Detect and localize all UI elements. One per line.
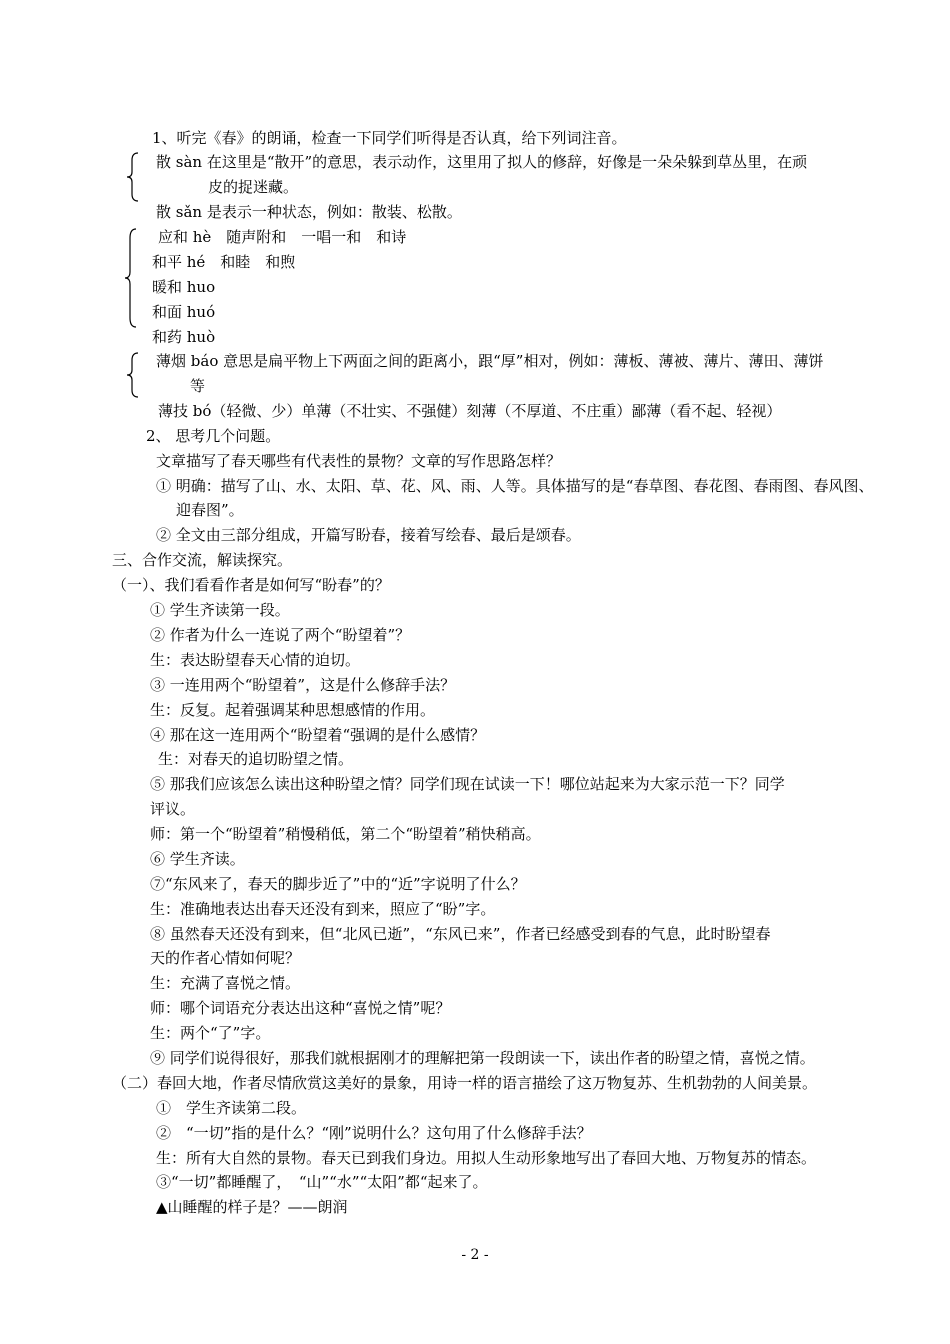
text-line: 散 sǎn 是表示一种状态，例如：散装、松散。 bbox=[156, 203, 462, 221]
text-line: 师：哪个词语充分表达出这种“喜悦之情”呢？ bbox=[150, 999, 451, 1017]
text-line: 1、听完《春》的朗诵，检查一下同学们听得是否认真，给下列词注音。 bbox=[152, 129, 627, 147]
text-line: 散 sàn 在这里是“散开”的意思，表示动作，这里用了拟人的修辞，好像是一朵朵躲到草丛里，在顽 bbox=[156, 153, 808, 171]
text-line: ① 学生齐读第二段。 bbox=[156, 1099, 307, 1117]
text-line: 生：准确地表达出春天还没有到来，照应了“盼”字。 bbox=[150, 900, 496, 918]
text-line: ⑥ 学生齐读。 bbox=[150, 850, 245, 868]
text-line: 文章描写了春天哪些有代表性的景物？文章的写作思路怎样？ bbox=[156, 452, 562, 470]
text-line: 生：对春天的追切盼望之情。 bbox=[158, 750, 354, 768]
section-heading: 三、合作交流，解读探究。 bbox=[112, 551, 293, 569]
text-line: 师：第一个“盼望着”稍慢稍低，第二个“盼望着”稍快稍高。 bbox=[150, 825, 541, 843]
text-line: ② 作者为什么一连说了两个“盼望着”？ bbox=[150, 626, 411, 644]
text-line: 应和 hè 随声附和 一唱一和 和诗 bbox=[158, 228, 407, 246]
text-line: ⑧ 虽然春天还没有到来，但“北风已逝”，“东风已来”，作者已经感受到春的气息，此时盼望春 bbox=[150, 925, 771, 943]
text-line: 2、 思考几个问题。 bbox=[146, 427, 281, 445]
text-line: ② “一切”指的是什么？“刚”说明什么？这句用了什么修辞手法？ bbox=[156, 1124, 592, 1142]
text-line: 生：所有大自然的景物。春天已到我们身边。用拟人生动形象地写出了春回大地、万物复苏的情态。 bbox=[156, 1149, 817, 1167]
text-line: 评议。 bbox=[150, 800, 196, 818]
text-line: ▲山睡醒的样子是？——朗润 bbox=[156, 1198, 348, 1216]
text-line: 生：表达盼望春天心情的迫切。 bbox=[150, 651, 361, 669]
page-number: - 2 - bbox=[461, 1247, 489, 1263]
text-line: ⑤ 那我们应该怎么读出这种盼望之情？同学们现在试读一下！哪位站起来为大家示范一下？同学 bbox=[150, 775, 785, 793]
brace-he bbox=[124, 228, 138, 328]
text-line: 生：两个“了”字。 bbox=[150, 1024, 271, 1042]
text-line: 暖和 huo bbox=[152, 278, 216, 296]
text-line: ③“一切”都睡醒了， “山”“水”“太阳”都“起来了。 bbox=[156, 1173, 488, 1191]
text-line: 等 bbox=[190, 377, 206, 395]
text-line: ① 学生齐读第一段。 bbox=[150, 601, 290, 619]
text-line: ⑦“东风来了，春天的脚步近了”中的“近”字说明了什么？ bbox=[150, 875, 526, 893]
text-line: ④ 那在这一连用两个“盼望着“强调的是什么感情？ bbox=[150, 726, 486, 744]
text-line: ③ 一连用两个“盼望着”，这是什么修辞手法？ bbox=[150, 676, 456, 694]
text-line: 和面 huó bbox=[152, 303, 216, 321]
text-line: 迎春图”。 bbox=[176, 501, 244, 519]
text-line: 和平 hé 和睦 和煦 bbox=[152, 253, 296, 271]
text-line: 薄烟 báo 意思是扁平物上下两面之间的距离小，跟“厚”相对，例如：薄板、薄被、薄片、薄田、薄饼 bbox=[156, 352, 824, 370]
text-line: 和药 huò bbox=[152, 328, 216, 346]
text-line: 生：充满了喜悦之情。 bbox=[150, 974, 301, 992]
text-line: 皮的捉迷藏。 bbox=[208, 178, 299, 196]
subsection-heading: （二）春回大地，作者尽情欣赏这美好的景象，用诗一样的语言描绘了这万物复苏、生机勃勃的人间美景。 bbox=[112, 1074, 818, 1092]
text-line: ① 明确：描写了山、水、太阳、草、花、风、雨、人等。具体描写的是“春草图、春花图、春雨图、春风图、 bbox=[156, 477, 874, 495]
text-line: 天的作者心情如何呢？ bbox=[150, 949, 301, 967]
text-line: ② 全文由三部分组成，开篇写盼春，接着写绘春、最后是颂春。 bbox=[156, 526, 581, 544]
text-line: 薄技 bó（轻微、少）单薄（不壮实、不强健）刻薄（不厚道、不庄重）鄙薄（看不起、轻视） bbox=[158, 402, 782, 420]
subsection-heading: （一）、我们看看作者是如何写“盼春”的？ bbox=[112, 576, 390, 594]
brace-san bbox=[126, 152, 140, 202]
text-line: 生：反复。起着强调某种思想感情的作用。 bbox=[150, 701, 436, 719]
text-line: ⑨ 同学们说得很好，那我们就根据刚才的理解把第一段朗读一下，读出作者的盼望之情，喜悦之情。 bbox=[150, 1049, 815, 1067]
brace-bao bbox=[126, 352, 140, 398]
